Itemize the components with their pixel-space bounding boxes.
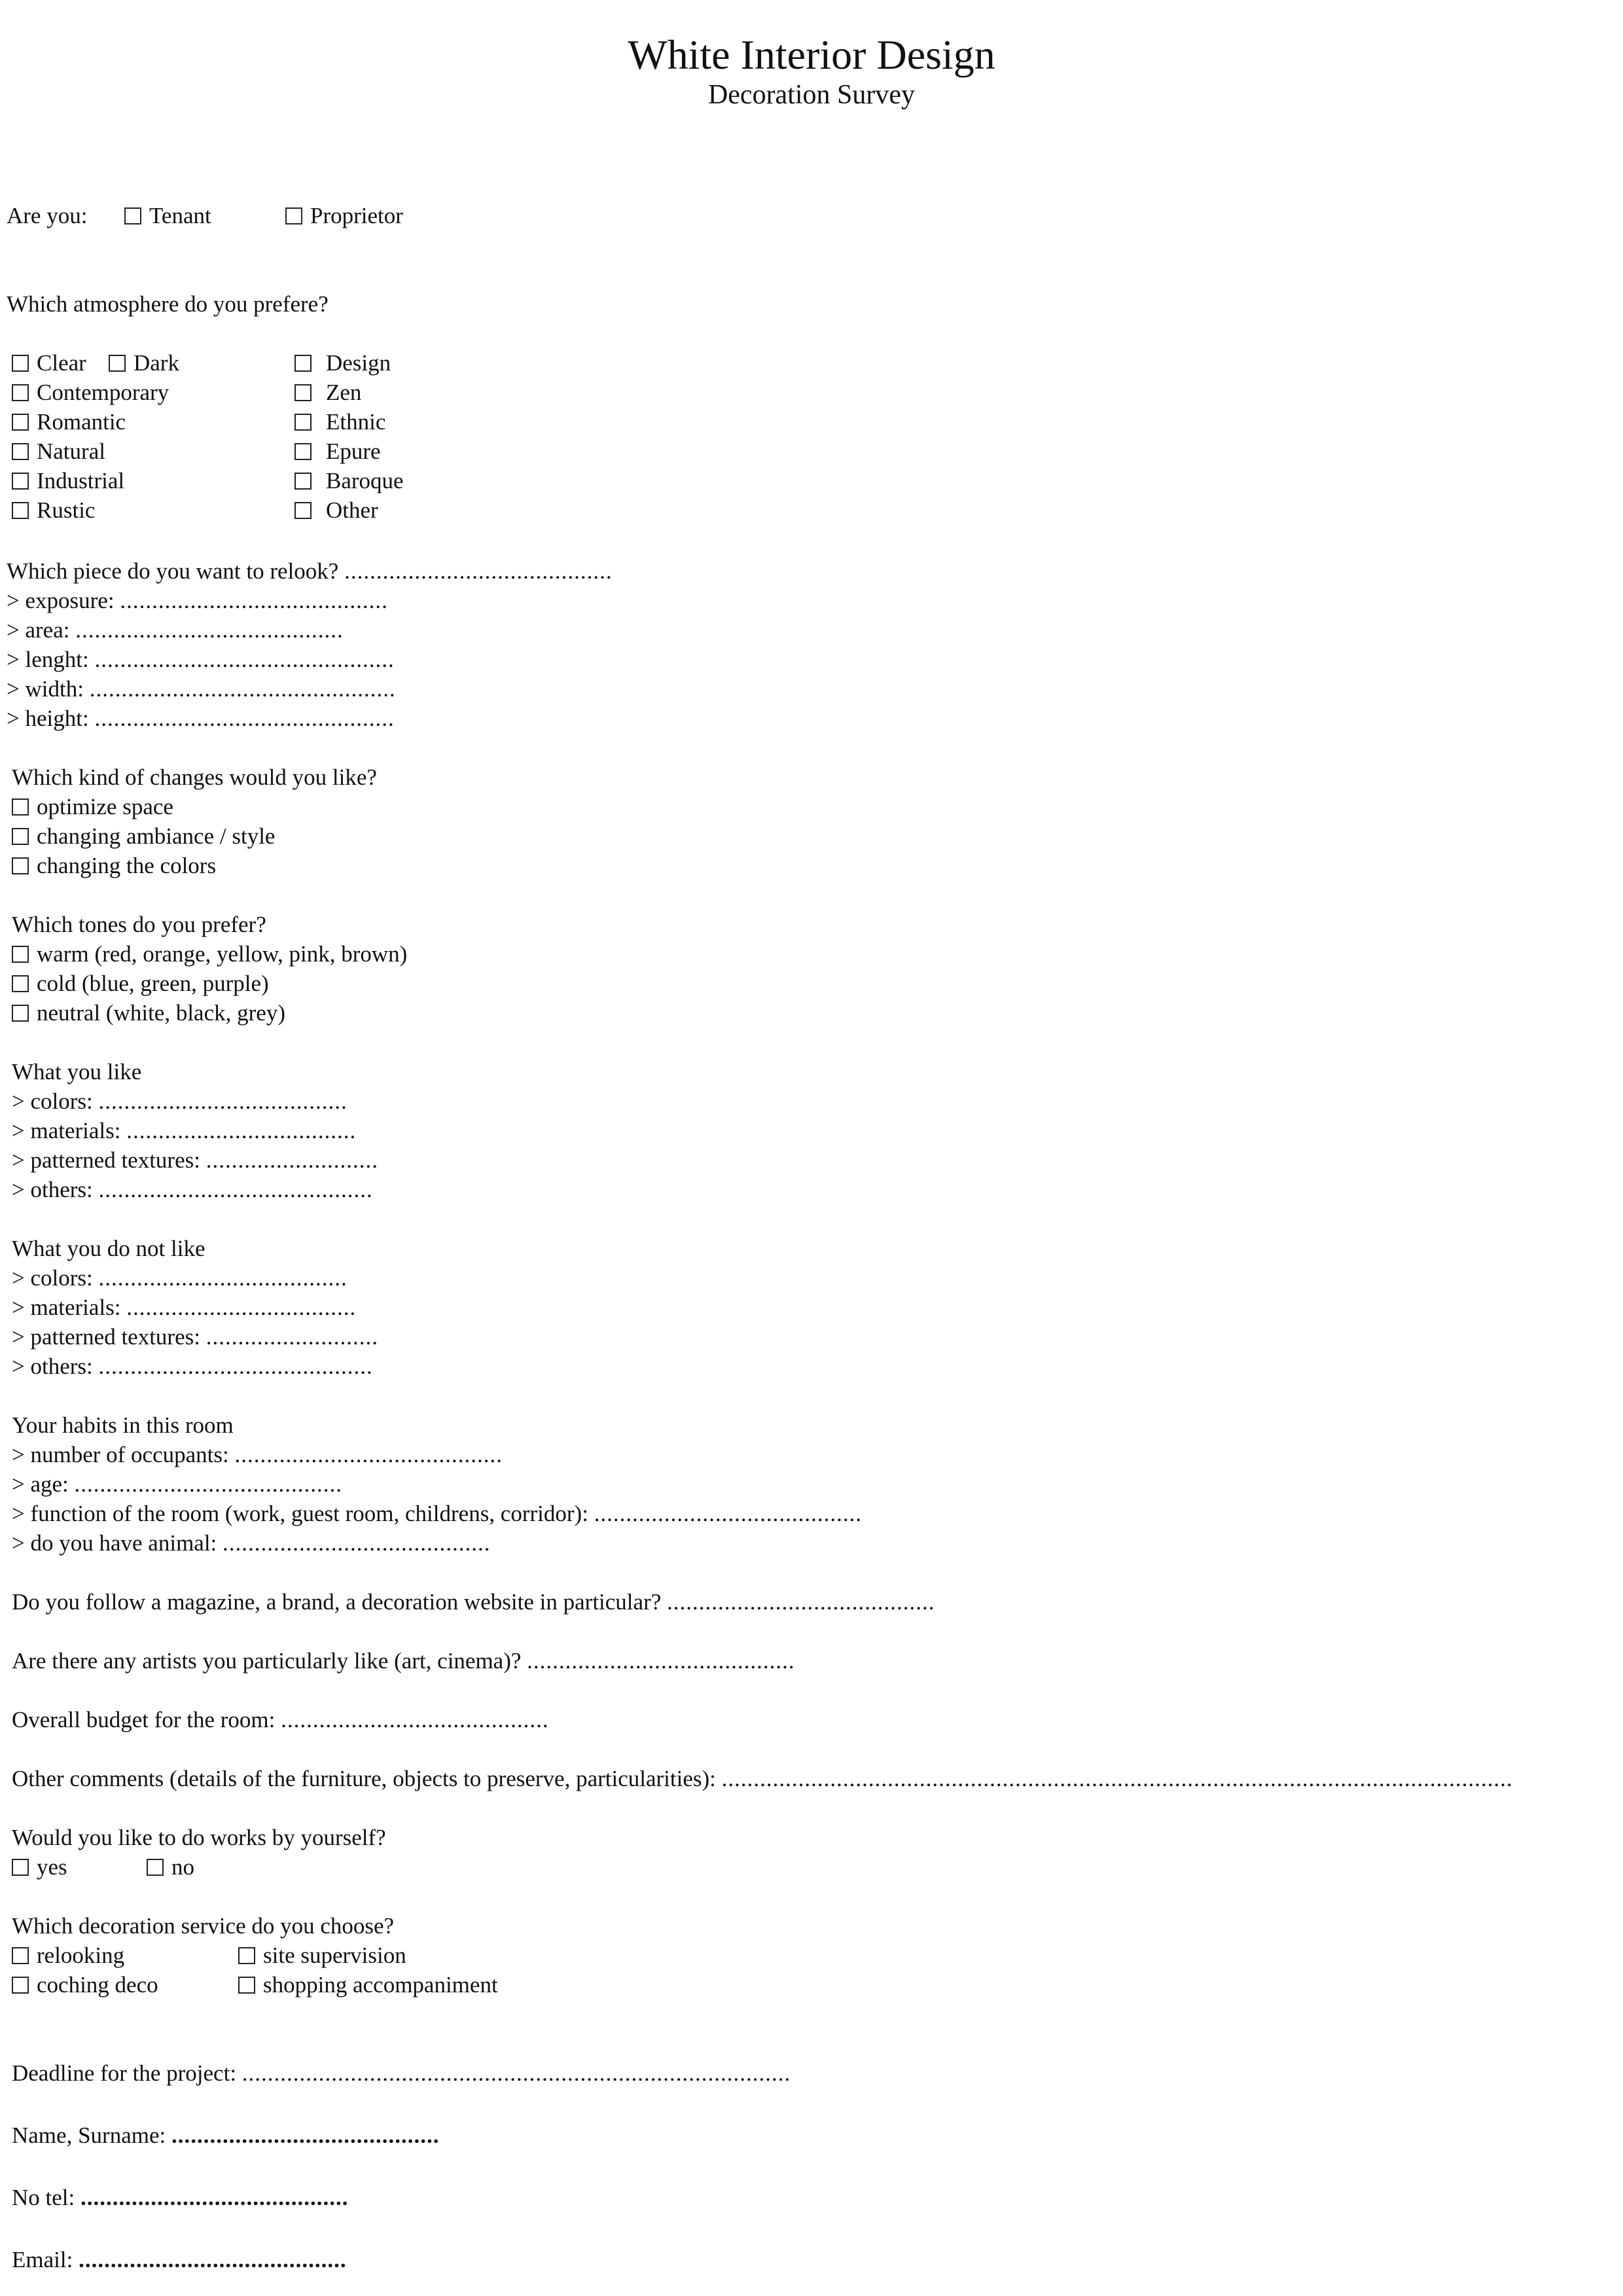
zen-checkbox[interactable] (294, 384, 312, 401)
epure-checkbox[interactable] (294, 443, 312, 460)
no-checkbox[interactable] (147, 1859, 164, 1876)
tones-question: Which tones do you prefer? (12, 912, 266, 937)
change-option-ambiance[interactable] (12, 823, 275, 850)
service-option-site-supervision[interactable] (238, 1943, 406, 1969)
warm-checkbox[interactable] (12, 946, 29, 963)
natural-checkbox[interactable] (12, 443, 29, 460)
yes-checkbox[interactable] (12, 1859, 29, 1876)
age-label: > age: (12, 1471, 69, 1497)
piece-width-row (7, 676, 396, 702)
dark-checkbox[interactable] (109, 355, 126, 372)
name-row (12, 2123, 439, 2149)
epure-label: Epure (326, 439, 381, 464)
service-option-coching[interactable] (12, 1972, 158, 1998)
atmosphere-option-design[interactable] (294, 350, 391, 376)
height-label: > height: (7, 706, 89, 731)
magazine-row (12, 1589, 935, 1615)
ambiance-checkbox[interactable] (12, 828, 29, 845)
neutral-checkbox[interactable] (12, 1005, 29, 1022)
baroque-checkbox[interactable] (294, 473, 312, 490)
atmosphere-option-zen[interactable] (294, 380, 361, 406)
piece-question (7, 558, 613, 584)
change-option-optimize[interactable] (12, 794, 173, 820)
dislike-colors-row (12, 1265, 348, 1291)
tenant-option[interactable] (124, 203, 211, 229)
tone-option-cold[interactable] (12, 971, 269, 997)
dislike-others-label: > others: (12, 1354, 93, 1379)
area-label: > area: (7, 617, 70, 643)
other-label: Other (326, 497, 378, 523)
like-textures-label: > patterned textures: (12, 1147, 200, 1173)
warm-label: warm (red, orange, yellow, pink, brown) (37, 941, 408, 967)
optimize-label: optimize space (37, 794, 173, 819)
piece-question-label: Which piece do you want to relook? (7, 558, 339, 584)
habits-animal-row (12, 1530, 491, 1556)
email-field[interactable]: .......................................... (79, 2247, 347, 2272)
deadline-label: Deadline for the project: (12, 2060, 237, 2086)
height-field[interactable]: ............................................... (94, 706, 395, 731)
like-textures-row (12, 1147, 378, 1174)
atmosphere-option-industrial[interactable] (12, 468, 124, 494)
tel-field[interactable]: .......................................... (80, 2185, 349, 2210)
name-field[interactable]: .......................................... (171, 2123, 440, 2148)
cold-label: cold (blue, green, purple) (37, 971, 269, 996)
contemporary-checkbox[interactable] (12, 384, 29, 401)
atmosphere-option-dark[interactable] (109, 350, 179, 376)
page-title: White Interior Design (628, 31, 995, 78)
zen-label: Zen (326, 380, 362, 405)
piece-exposure-row (7, 588, 388, 614)
like-materials-row (12, 1118, 356, 1144)
tel-row (12, 2185, 348, 2211)
tone-option-warm[interactable] (12, 941, 407, 967)
deadline-field[interactable]: ...................................................................................... (241, 2060, 791, 2086)
magazine-field[interactable]: .......................................... (667, 1589, 935, 1615)
design-label: Design (326, 350, 391, 376)
works-option-yes[interactable] (12, 1854, 67, 1880)
atmosphere-question: Which atmosphere do you prefere? (7, 291, 329, 317)
like-colors-row (12, 1088, 348, 1115)
length-field[interactable]: ............................................... (94, 647, 395, 672)
service-question: Which decoration service do you choose? (12, 1913, 395, 1939)
occupants-label: > number of occupants: (12, 1442, 229, 1467)
clear-checkbox[interactable] (12, 355, 29, 372)
dark-label: Dark (134, 350, 179, 376)
budget-field[interactable]: .......................................... (281, 1707, 549, 1732)
service-option-shopping[interactable] (238, 1972, 498, 1998)
neutral-label: neutral (white, black, grey) (37, 1000, 285, 1026)
contemporary-label: Contemporary (37, 380, 169, 405)
atmosphere-option-other[interactable] (294, 497, 378, 524)
occupants-field[interactable]: .......................................... (234, 1442, 503, 1467)
natural-label: Natural (37, 439, 105, 464)
dislike-textures-label: > patterned textures: (12, 1324, 200, 1350)
like-colors-label: > colors: (12, 1088, 93, 1114)
atmosphere-option-romantic[interactable] (12, 409, 126, 435)
comments-row (12, 1766, 1513, 1792)
habits-occupants-row (12, 1442, 503, 1468)
habits-age-row (12, 1471, 342, 1498)
industrial-checkbox[interactable] (12, 473, 29, 490)
magazine-label: Do you follow a magazine, a brand, a decoration website in particular? (12, 1589, 662, 1615)
email-label: Email: (12, 2247, 73, 2272)
ethnic-label: Ethnic (326, 409, 386, 435)
service-option-relooking[interactable] (12, 1943, 124, 1969)
colors-checkbox[interactable] (12, 857, 29, 874)
industrial-label: Industrial (37, 468, 125, 493)
dislike-materials-label: > materials: (12, 1295, 121, 1320)
change-option-colors[interactable] (12, 853, 216, 879)
relooking-checkbox[interactable] (12, 1947, 29, 1964)
habits-function-row (12, 1501, 862, 1527)
like-materials-field[interactable]: .................................... (126, 1118, 357, 1143)
romantic-label: Romantic (37, 409, 126, 435)
comments-label: Other comments (details of the furniture, objects to preserve, particularities): (12, 1766, 716, 1791)
page-subtitle: Decoration Survey (707, 80, 916, 110)
age-field[interactable]: .......................................... (74, 1471, 343, 1497)
changes-question: Which kind of changes would you like? (12, 764, 377, 790)
colors-label: changing the colors (37, 853, 217, 878)
habits-heading: Your habits in this room (12, 1412, 234, 1438)
proprietor-checkbox[interactable] (285, 207, 302, 224)
comments-field[interactable]: ............................................................................................................................ (721, 1766, 1513, 1791)
width-field[interactable]: ................................................ (89, 676, 396, 702)
width-label: > width: (7, 676, 84, 702)
dislike-others-field[interactable]: ........................................... (98, 1354, 373, 1379)
relooking-label: relooking (37, 1943, 125, 1968)
dislike-heading: What you do not like (12, 1236, 205, 1261)
cold-checkbox[interactable] (12, 975, 29, 992)
piece-height-row (7, 706, 395, 732)
clear-label: Clear (37, 350, 86, 376)
animal-label: > do you have animal: (12, 1530, 217, 1556)
shopping-label: shopping accompaniment (263, 1972, 498, 1998)
like-others-label: > others: (12, 1177, 93, 1202)
dislike-textures-field[interactable]: ........................... (205, 1324, 378, 1350)
ethnic-checkbox[interactable] (294, 414, 312, 431)
exposure-label: > exposure: (7, 588, 115, 613)
atmosphere-option-ethnic[interactable] (294, 409, 385, 435)
budget-label: Overall budget for the room: (12, 1707, 276, 1732)
other-checkbox[interactable] (294, 502, 312, 519)
length-label: > lenght: (7, 647, 89, 672)
artists-row (12, 1648, 795, 1674)
function-field[interactable]: .......................................... (594, 1501, 863, 1526)
exposure-field[interactable]: .......................................... (120, 588, 388, 613)
atmosphere-option-natural[interactable] (12, 439, 105, 465)
optimize-checkbox[interactable] (12, 798, 29, 816)
site-supervision-label: site supervision (263, 1943, 406, 1968)
works-question: Would you like to do works by yourself? (12, 1825, 386, 1850)
baroque-label: Baroque (326, 468, 404, 493)
like-others-field[interactable]: ........................................... (98, 1177, 373, 1202)
like-colors-field[interactable]: ....................................... (98, 1088, 348, 1114)
design-checkbox[interactable] (294, 355, 312, 372)
function-label: > function of the room (work, guest room, childrens, corridor): (12, 1501, 588, 1526)
artists-label: Are there any artists you particularly like (art, cinema)? (12, 1648, 522, 1674)
proprietor-option[interactable] (285, 203, 403, 229)
coching-checkbox[interactable] (12, 1977, 29, 1994)
like-others-row (12, 1177, 373, 1203)
dislike-materials-field[interactable]: .................................... (126, 1295, 357, 1320)
shopping-checkbox[interactable] (238, 1977, 255, 1994)
status-label: Are you: (7, 203, 88, 228)
proprietor-label: Proprietor (310, 203, 403, 228)
email-row (12, 2247, 347, 2273)
piece-length-row (7, 647, 395, 673)
dislike-colors-label: > colors: (12, 1265, 93, 1291)
tone-option-neutral[interactable] (12, 1000, 285, 1026)
area-field[interactable]: .......................................... (75, 617, 344, 643)
works-option-no[interactable] (147, 1854, 194, 1880)
dislike-materials-row (12, 1295, 356, 1321)
tenant-label: Tenant (149, 203, 211, 228)
like-heading: What you like (12, 1059, 142, 1085)
animal-field[interactable]: .......................................... (223, 1530, 491, 1556)
atmosphere-option-baroque[interactable] (294, 468, 404, 494)
tel-label: No tel: (12, 2185, 75, 2210)
atmosphere-option-clear[interactable] (12, 350, 86, 376)
name-label: Name, Surname: (12, 2123, 166, 2148)
piece-area-row (7, 617, 344, 643)
site-supervision-checkbox[interactable] (238, 1947, 255, 1964)
dislike-textures-row (12, 1324, 378, 1350)
rustic-checkbox[interactable] (12, 502, 29, 519)
no-label: no (171, 1854, 194, 1880)
rustic-label: Rustic (37, 497, 96, 523)
piece-field[interactable]: .......................................... (344, 558, 613, 584)
artists-field[interactable]: .......................................... (527, 1648, 795, 1674)
atmosphere-option-epure[interactable] (294, 439, 381, 465)
like-materials-label: > materials: (12, 1118, 121, 1143)
tenant-checkbox[interactable] (124, 207, 141, 224)
dislike-colors-field[interactable]: ....................................... (98, 1265, 348, 1291)
dislike-others-row (12, 1354, 373, 1380)
ambiance-label: changing ambiance / style (37, 823, 276, 849)
coching-label: coching deco (37, 1972, 158, 1998)
budget-row (12, 1707, 549, 1733)
romantic-checkbox[interactable] (12, 414, 29, 431)
yes-label: yes (37, 1854, 67, 1880)
atmosphere-option-contemporary[interactable] (12, 380, 169, 406)
atmosphere-option-rustic[interactable] (12, 497, 95, 524)
like-textures-field[interactable]: ........................... (205, 1147, 378, 1173)
deadline-row (12, 2060, 791, 2087)
